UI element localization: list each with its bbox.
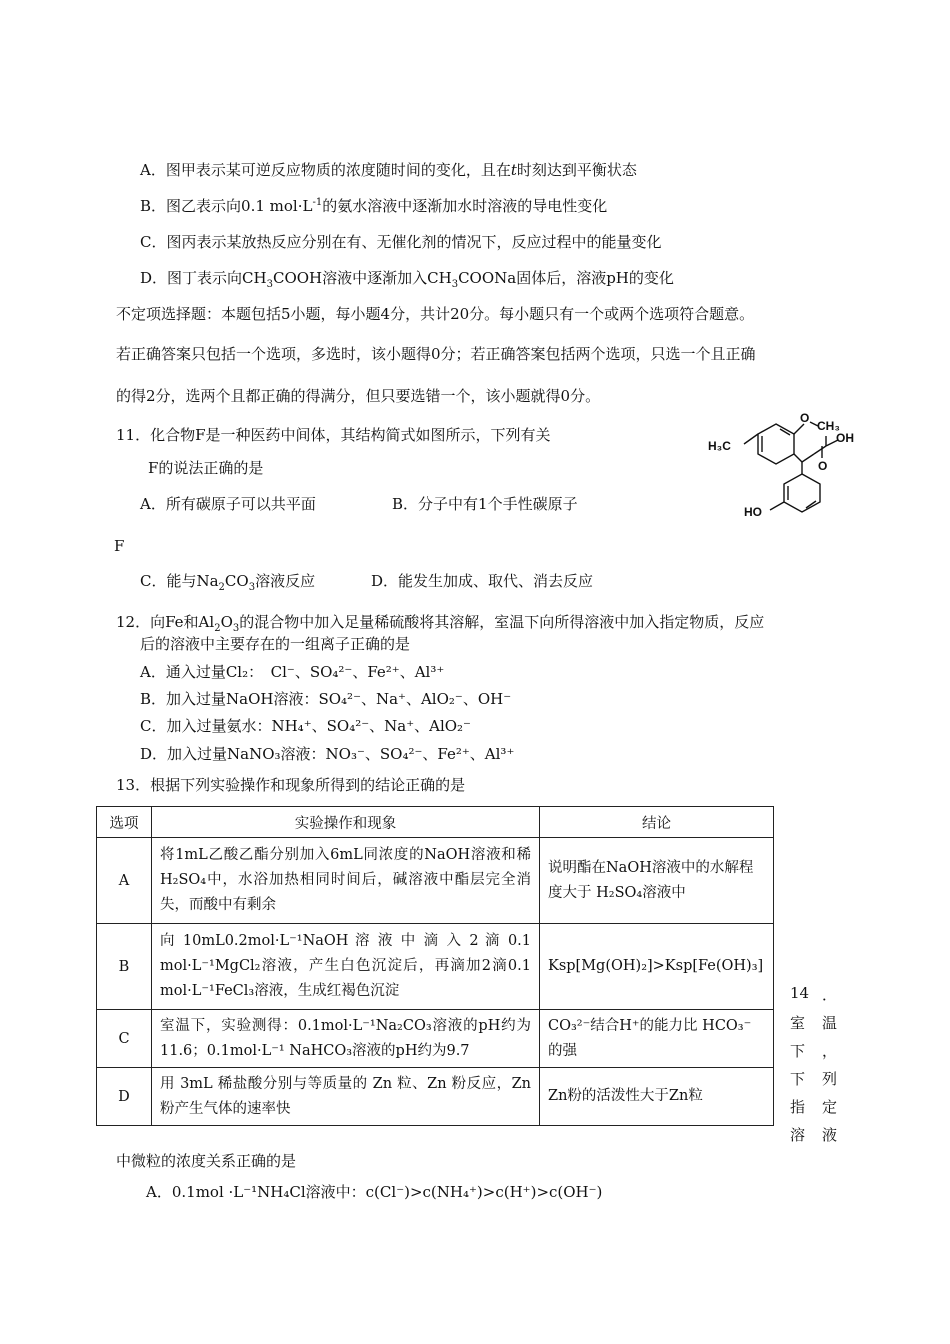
header-option: 选项 xyxy=(97,807,152,838)
row-option: C xyxy=(97,1010,152,1068)
compound-f-structure xyxy=(704,402,860,522)
q12-stem-2: 后的溶液中主要存在的一组离子正确的是 xyxy=(140,635,411,653)
row-option: A xyxy=(97,838,152,924)
q14-side-6: ， xyxy=(822,1042,838,1060)
q10-option-d: D．图丁表示向$CH_3COOH$溶液中逐渐加入$CH_3COONa$固体后，溶液pH的变化 xyxy=(140,269,674,290)
q14-side-8: 列 xyxy=(822,1070,838,1088)
q11-stray-f: F xyxy=(114,537,125,555)
row-conclusion: 说明酯在NaOH溶液中的水解程度大于 H₂SO₄溶液中 xyxy=(540,838,774,924)
table-row xyxy=(97,924,774,1010)
q11-option-c: C．能与$Na_2CO_3$溶液反应 xyxy=(140,572,316,593)
row-operation: 室温下，实验测得：0.1mol·L⁻¹Na₂CO₃溶液的pH约为11.6；0.1mol·L⁻¹ NaHCO₃溶液的pH约为9.7 xyxy=(152,1010,540,1068)
q14-side-9: 指 xyxy=(790,1098,806,1116)
q10-option-c: C．图丙表示某放热反应分别在有、无催化剂的情况下，反应过程中的能量变化 xyxy=(140,233,662,251)
q12-option-b: B．加入过量NaOH溶液：SO₄²⁻、Na⁺、AlO₂⁻、OH⁻ xyxy=(140,690,512,708)
table-header-row xyxy=(97,807,774,838)
q11-option-d: D．能发生加成、取代、消去反应 xyxy=(371,572,594,590)
struct-oh-label: OH xyxy=(836,431,854,445)
section-instruction-2: 若正确答案只包括一个选项，多选时，该小题得0分；若正确答案包括两个选项，只选一个且正确 xyxy=(116,345,756,363)
section-instruction-3: 的得2分，选两个且都正确的得满分，但只要选错一个，该小题就得0分。 xyxy=(116,387,601,405)
struct-ho-label: HO xyxy=(744,505,762,519)
q14-side-7: 下 xyxy=(790,1070,806,1088)
q14-side-4: 温 xyxy=(822,1014,838,1032)
struct-o-label: O xyxy=(800,411,810,425)
q11-stem-2: F的说法正确的是 xyxy=(148,459,264,477)
q14-side-2: ． xyxy=(822,986,838,1004)
q14-side-5: 下 xyxy=(790,1042,806,1060)
row-option: B xyxy=(97,924,152,1010)
q14-stem: 中微粒的浓度关系正确的是 xyxy=(116,1152,297,1170)
q14-side-3: 室 xyxy=(790,1014,806,1032)
q14-side-10: 定 xyxy=(822,1098,838,1116)
table-row xyxy=(97,1010,774,1068)
header-conclusion: 结论 xyxy=(540,807,774,838)
q12-option-c: C．加入过量氨水：NH₄⁺、SO₄²⁻、Na⁺、AlO₂⁻ xyxy=(140,717,471,735)
struct-acid-o-label: O xyxy=(818,459,828,473)
struct-ch3-label: CH₃ xyxy=(817,419,840,433)
q14-side-11: 溶 xyxy=(790,1126,806,1144)
q12-stem-1: 12．向Fe和$Al_2O_3$的混合物中加入足量稀硫酸将其溶解，室温下向所得溶液中加入指定物质，反应 xyxy=(116,613,765,634)
row-operation: 向 10mL0.2mol·L⁻¹NaOH 溶 液 中 滴 入 2 滴 0.1 mol·L⁻¹MgCl₂溶液，产生白色沉淀后，再滴加2滴0.1 mol·L⁻¹FeCl₃溶液，生成红褐色沉淀 xyxy=(152,924,540,1010)
section-instruction-1: 不定项选择题：本题包括5小题，每小题4分，共计20分。每小题只有一个或两个选项符合题意。 xyxy=(116,305,755,323)
row-operation: 将1mL乙酸乙酯分别加入6mL同浓度的NaOH溶液和稀H₂SO₄中，水浴加热相同时间后，碱溶液中酯层完全消失，而酸中有剩余 xyxy=(152,838,540,924)
q10-option-b: B．图乙表示向0.1 $mol\cdot L^{-1}$的氨水溶液中逐渐加水时溶液的导电性变化 xyxy=(140,197,608,215)
q14-option-a: A．0.1mol ·L⁻¹NH₄Cl溶液中：c(Cl⁻)>c(NH₄⁺)>c(H⁺)>c(OH⁻) xyxy=(146,1183,603,1201)
q14-side-1: 14 xyxy=(790,984,810,1002)
table-row xyxy=(97,838,774,924)
q11-option-a: A．所有碳原子可以共平面 xyxy=(140,495,316,513)
q12-option-d: D．加入过量NaNO₃溶液：NO₃⁻、SO₄²⁻、Fe²⁺、Al³⁺ xyxy=(140,745,515,763)
table-row xyxy=(97,1068,774,1126)
q12-option-a: A．通入过量Cl₂： Cl⁻、SO₄²⁻、Fe²⁺、Al³⁺ xyxy=(140,663,445,681)
q11-option-b: B．分子中有1个手性碳原子 xyxy=(392,495,578,513)
row-option: D xyxy=(97,1068,152,1126)
header-operation: 实验操作和现象 xyxy=(152,807,540,838)
q10-option-a: A．图甲表示某可逆反应物质的浓度随时间的变化，且在t时刻达到平衡状态 xyxy=(140,161,637,179)
row-conclusion: Zn粉的活泼性大于Zn粒 xyxy=(540,1068,774,1126)
row-operation: 用 3mL 稀盐酸分别与等质量的 Zn 粒、Zn 粉反应，Zn粉产生气体的速率快 xyxy=(152,1068,540,1126)
row-conclusion: Ksp[Mg(OH)₂]>Ksp[Fe(OH)₃] xyxy=(540,924,774,1010)
q13-stem: 13．根据下列实验操作和现象所得到的结论正确的是 xyxy=(116,776,466,794)
q14-side-12: 液 xyxy=(822,1126,838,1144)
struct-h3c-label: H₃C xyxy=(708,439,731,453)
q11-stem-1: 11．化合物F是一种医药中间体，其结构简式如图所示，下列有关 xyxy=(116,426,551,444)
experiment-table xyxy=(96,806,774,1126)
row-conclusion: CO₃²⁻结合H⁺的能力比 HCO₃⁻的强 xyxy=(540,1010,774,1068)
